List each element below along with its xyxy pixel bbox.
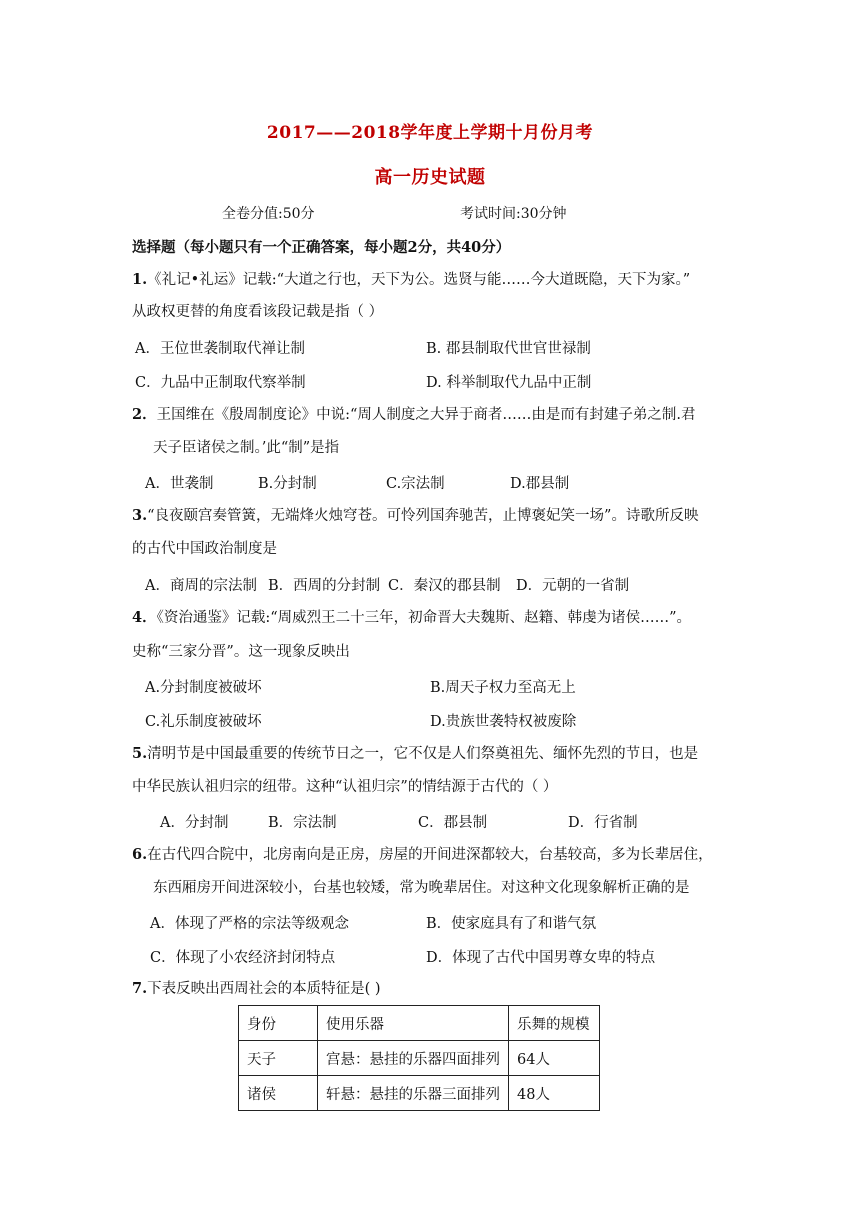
exam-time: 考试时间:30分钟 xyxy=(460,206,567,222)
question-4-option-c: C.礼乐制度被破坏 xyxy=(145,714,262,730)
question-2-number: 2． xyxy=(132,406,157,423)
question-5-number: 5. xyxy=(132,745,148,762)
total-score: 全卷分值:50分 xyxy=(222,206,315,222)
exam-title: 2017——2018学年度上学期十月份月考 xyxy=(266,123,594,143)
question-1-option-c: C．九品中正制取代察举制 xyxy=(135,375,306,391)
table-cell: 64人 xyxy=(509,1041,600,1076)
question-4-option-a: A.分封制度被破坏 xyxy=(145,680,262,696)
question-1-number: 1. xyxy=(132,271,148,288)
question-2-option-c: C.宗法制 xyxy=(386,476,445,492)
table-cell: 天子 xyxy=(239,1041,318,1076)
question-7-number: 7. xyxy=(132,980,148,997)
table-cell: 诸侯 xyxy=(239,1076,318,1111)
question-1-option-a: A．王位世袭制取代禅让制 xyxy=(135,341,305,357)
question-1-option-b: B. 郡县制取代世官世禄制 xyxy=(426,341,591,357)
question-5-option-d: D．行省制 xyxy=(568,815,638,831)
question-5-option-b: B．宗法制 xyxy=(268,815,337,831)
question-7-table xyxy=(238,1005,600,1111)
question-4-option-b: B.周天子权力至高无上 xyxy=(430,680,576,696)
table-header-row xyxy=(239,1006,600,1041)
question-6-option-c: C．体现了小农经济封闭特点 xyxy=(150,950,336,966)
question-3-option-a: A．商周的宗法制 xyxy=(145,578,257,594)
question-3-option-c: C．秦汉的郡县制 xyxy=(388,578,501,594)
table-header-cell: 乐舞的规模 xyxy=(509,1006,600,1041)
question-2-line-1: 2．王国维在《殷周制度论》中说:“周人制度之大异于商者……由是而有封建子弟之制.君 xyxy=(132,406,696,423)
question-4-line-1: 4．《资治通鉴》记载:“周威烈王二十三年，初命晋大夫魏斯、赵籍、韩虔为诸侯……”。 xyxy=(132,609,692,626)
question-6-option-a: A．体现了严格的宗法等级观念 xyxy=(150,916,349,932)
question-4-option-d: D.贵族世袭特权被废除 xyxy=(430,714,577,730)
question-6-line-2: 东西厢房开间进深较小，台基也较矮，常为晚辈居住。对这种文化现象解析正确的是 xyxy=(153,880,690,896)
table-header-cell: 身份 xyxy=(239,1006,318,1041)
table-row xyxy=(239,1076,600,1111)
question-5-line-1: 5.清明节是中国最重要的传统节日之一，它不仅是人们祭奠祖先、缅怀先烈的节日，也是 xyxy=(132,745,699,762)
question-5-line-2: 中华民族认祖归宗的纽带。这种“认祖归宗”的情结源于古代的（ ） xyxy=(132,779,558,795)
question-3-option-d: D．元朝的一省制 xyxy=(516,578,630,594)
question-4-number: 4． xyxy=(132,609,157,626)
section-heading: 选择题（每小题只有一个正确答案，每小题2分，共40分） xyxy=(132,239,511,256)
question-1-line-2: 从政权更替的角度看该段记载是指（ ） xyxy=(132,304,384,320)
question-4-line-2: 史称“三家分晋”。这一现象反映出 xyxy=(132,644,350,660)
question-3-line-1: 3.“良夜颐宫奏管簧，无端烽火烛穹苍。可怜列国奔驰苦，止博褒妃笑一场”。诗歌所反映 xyxy=(132,507,699,524)
question-1-option-d: D. 科举制取代九品中正制 xyxy=(426,375,592,391)
question-6-line-1: 6.在古代四合院中，北房南向是正房，房屋的开间进深都较大，台基较高，多为长辈居住， xyxy=(132,846,713,863)
exam-subtitle: 高一历史试题 xyxy=(374,167,486,188)
question-1-line-1: 1.《礼记•礼运》记载:“大道之行也，天下为公。选贤与能……今大道既隐，天下为家。” xyxy=(132,271,691,288)
table-row xyxy=(239,1041,600,1076)
question-6-option-d: D．体现了古代中国男尊女卑的特点 xyxy=(426,950,656,966)
question-3-option-b: B．西周的分封制 xyxy=(268,578,381,594)
table-cell: 48人 xyxy=(509,1076,600,1111)
table-header-cell: 使用乐器 xyxy=(318,1006,509,1041)
question-2-option-d: D.郡县制 xyxy=(510,476,570,492)
question-2-option-b: B.分封制 xyxy=(258,476,317,492)
table-cell: 宫悬：悬挂的乐器四面排列 xyxy=(318,1041,509,1076)
question-6-number: 6. xyxy=(132,846,148,863)
question-6-option-b: B．使家庭具有了和谐气氛 xyxy=(426,916,597,932)
question-2-option-a: A．世袭制 xyxy=(145,476,214,492)
question-5-option-c: C．郡县制 xyxy=(418,815,488,831)
question-3-line-2: 的古代中国政治制度是 xyxy=(132,541,277,557)
question-3-number: 3. xyxy=(132,507,148,524)
table-cell: 轩悬：悬挂的乐器三面排列 xyxy=(318,1076,509,1111)
question-7-line-1: 7.下表反映出西周社会的本质特征是( ) xyxy=(132,980,381,997)
question-5-option-a: A．分封制 xyxy=(160,815,229,831)
question-2-line-2: 天子臣诸侯之制。’此“制”是指 xyxy=(153,440,340,456)
